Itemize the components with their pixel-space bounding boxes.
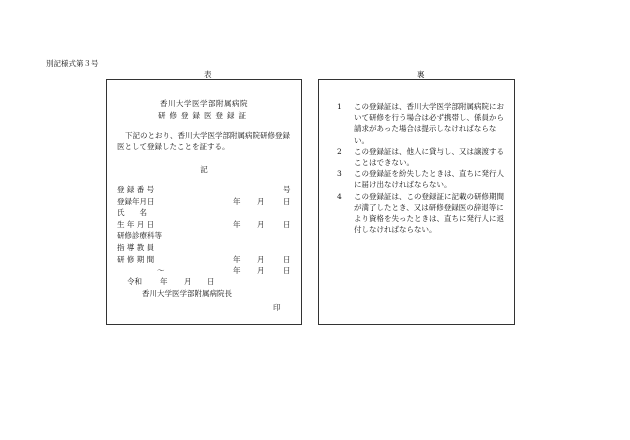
ki-heading: 記 xyxy=(200,165,208,174)
back-side-label: 裏 xyxy=(417,70,425,79)
front-side-label: 表 xyxy=(204,70,212,79)
field-month: 月 xyxy=(257,254,265,264)
note-number: 4 xyxy=(337,191,342,201)
note-text: この登録証は、他人に貸与し、又は譲渡することはできない。 xyxy=(354,146,504,168)
note-text: この登録証を紛失したときは、直ちに発行人に届け出なければならない。 xyxy=(354,169,504,190)
field-label: 登録年月日 xyxy=(117,196,155,206)
note-item xyxy=(337,101,509,146)
field-row xyxy=(117,184,293,195)
issue-date-era: 令和 xyxy=(127,277,142,286)
field-month: 月 xyxy=(257,266,265,276)
field-year: 年 xyxy=(233,254,241,264)
field-row xyxy=(117,207,293,218)
field-year: 年 xyxy=(233,196,241,206)
hospital-name-title: 香川大学医学部附属病院 xyxy=(160,99,248,108)
field-label: 研修診療科等 xyxy=(117,231,162,241)
field-year: 年 xyxy=(233,219,241,229)
field-label: 登 録 番 号 xyxy=(117,185,155,194)
field-year: 年 xyxy=(233,266,241,276)
certificate-front xyxy=(106,79,302,325)
field-label: 氏 名 xyxy=(117,208,147,218)
field-day: 日 xyxy=(283,254,291,264)
note-text: この登録証は、香川大学医学部附属病院において研修を行う場合は必ず携帯し、係員から請求があった場合は提示しなければならない。 xyxy=(354,102,504,145)
certificate-title: 研修登録医登録証 xyxy=(158,111,250,120)
field-day: 号 xyxy=(283,185,291,194)
field-month: 月 xyxy=(257,219,265,229)
field-label: 研 修 期 間 xyxy=(117,254,155,264)
note-item xyxy=(337,191,509,236)
field-tilde: ～ xyxy=(157,266,165,276)
note-number: 2 xyxy=(337,146,342,156)
notes-list xyxy=(337,101,509,235)
field-label: 生 年 月 日 xyxy=(117,219,155,229)
issuer-name: 香川大学医学部附属病院長 xyxy=(142,289,232,298)
issue-date-year: 年 xyxy=(160,277,168,286)
certificate-back xyxy=(318,79,515,325)
certification-statement: 下記のとおり、香川大学医学部附属病院研修登録医として登録したことを証する。 xyxy=(117,131,290,151)
field-month: 月 xyxy=(257,196,265,206)
field-day: 日 xyxy=(283,266,291,276)
field-day: 日 xyxy=(283,196,291,206)
field-row xyxy=(117,219,293,230)
note-number: 3 xyxy=(337,169,342,179)
field-day: 日 xyxy=(283,219,291,229)
issue-date-day: 日 xyxy=(207,277,215,286)
field-row xyxy=(117,254,293,265)
note-item xyxy=(337,168,509,190)
field-row xyxy=(117,265,293,276)
note-item xyxy=(337,146,509,168)
form-number-label: 別記様式第３号 xyxy=(46,59,99,68)
field-row xyxy=(117,230,293,241)
field-row xyxy=(117,196,293,207)
field-row xyxy=(117,242,293,253)
note-text: この登録証は、この登録証に記載の研修期間が満了したとき、又は研修登録医の辞退等により資格を失ったときは、直ちに発行人に返付しなければならない。 xyxy=(354,191,504,235)
seal-mark: 印 xyxy=(273,303,281,312)
field-label: 指 導 教 員 xyxy=(117,243,155,252)
issue-date-month: 月 xyxy=(184,277,192,286)
note-number: 1 xyxy=(337,102,342,111)
